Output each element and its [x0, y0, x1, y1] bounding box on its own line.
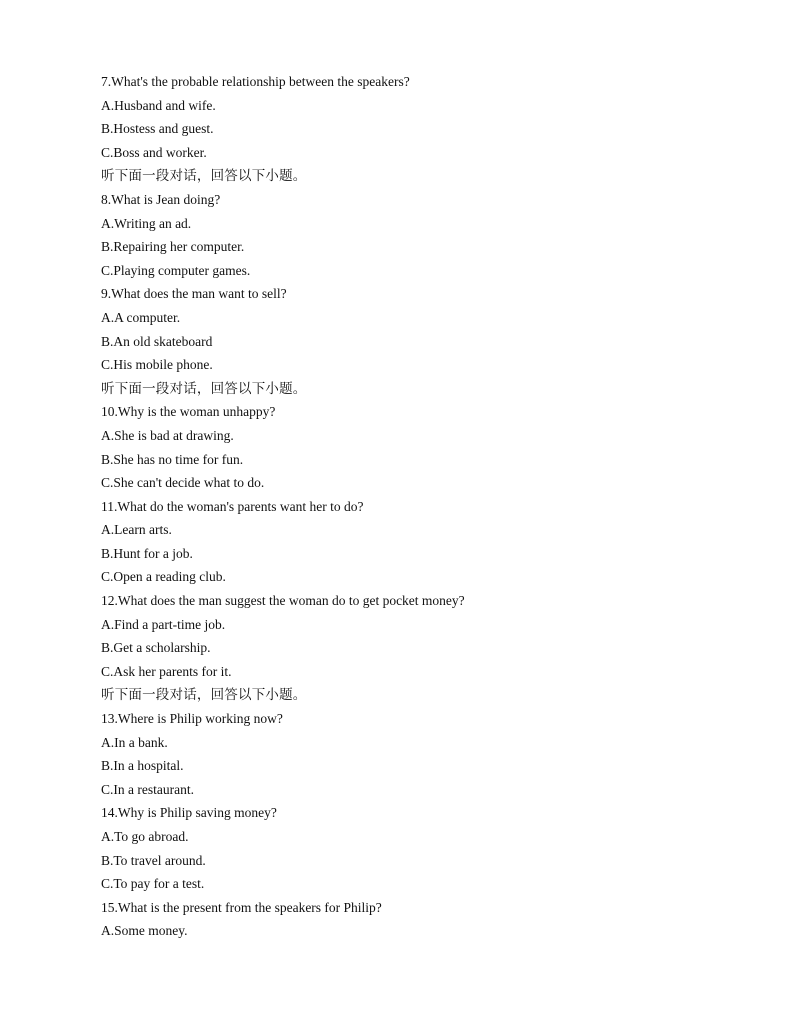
answer-option: B.Repairing her computer.: [101, 239, 245, 255]
question-text: 13.Where is Philip working now?: [101, 711, 283, 727]
answer-option: A.A computer.: [101, 309, 181, 325]
section-instruction: 听下面一段对话，回答以下小题。: [101, 168, 307, 185]
answer-option: B.Hunt for a job.: [101, 545, 193, 561]
answer-option: B.Hostess and guest.: [101, 121, 214, 137]
answer-option: A.Writing an ad.: [101, 215, 192, 231]
answer-option: B.She has no time for fun.: [101, 451, 244, 467]
answer-option: A.Find a part-time job.: [101, 616, 226, 632]
question-text: 9.What does the man want to sell?: [101, 286, 287, 302]
answer-option: B.An old skateboard: [101, 333, 213, 349]
question-list: [101, 72, 465, 945]
question-text: 8.What is Jean doing?: [101, 191, 221, 207]
answer-option: A.Some money.: [101, 923, 188, 939]
section-instruction: 听下面一段对话，回答以下小题。: [101, 380, 307, 397]
answer-option: A.Learn arts.: [101, 522, 172, 538]
question-text: 14.Why is Philip saving money?: [101, 805, 277, 821]
answer-option: B.Get a scholarship.: [101, 640, 211, 656]
answer-option: A.In a bank.: [101, 734, 168, 750]
question-text: 10.Why is the woman unhappy?: [101, 404, 276, 420]
answer-option: C.Boss and worker.: [101, 144, 207, 160]
section-instruction: 听下面一段对话，回答以下小题。: [101, 687, 307, 704]
answer-option: A.To go abroad.: [101, 829, 189, 844]
answer-option: C.To pay for a test.: [101, 876, 205, 892]
answer-option: C.Playing computer games.: [101, 262, 251, 278]
answer-option: A.She is bad at drawing.: [101, 427, 234, 443]
answer-option: A.Husband and wife.: [101, 97, 216, 113]
question-text: 7.What's the probable relationship between the speakers?: [101, 74, 410, 89]
answer-option: C.Ask her parents for it.: [101, 663, 232, 679]
question-text: 12.What does the man suggest the woman do to get pocket money?: [101, 593, 465, 609]
answer-option: C.She can't decide what to do.: [101, 475, 265, 491]
answer-option: C.In a restaurant.: [101, 781, 194, 797]
answer-option: B.To travel around.: [101, 852, 206, 868]
answer-option: C.Open a reading club.: [101, 569, 226, 585]
question-text: 15.What is the present from the speakers for Philip?: [101, 899, 382, 915]
answer-option: B.In a hospital.: [101, 758, 184, 774]
answer-option: C.His mobile phone.: [101, 357, 213, 373]
question-text: 11.What do the woman's parents want her to do?: [101, 498, 364, 514]
